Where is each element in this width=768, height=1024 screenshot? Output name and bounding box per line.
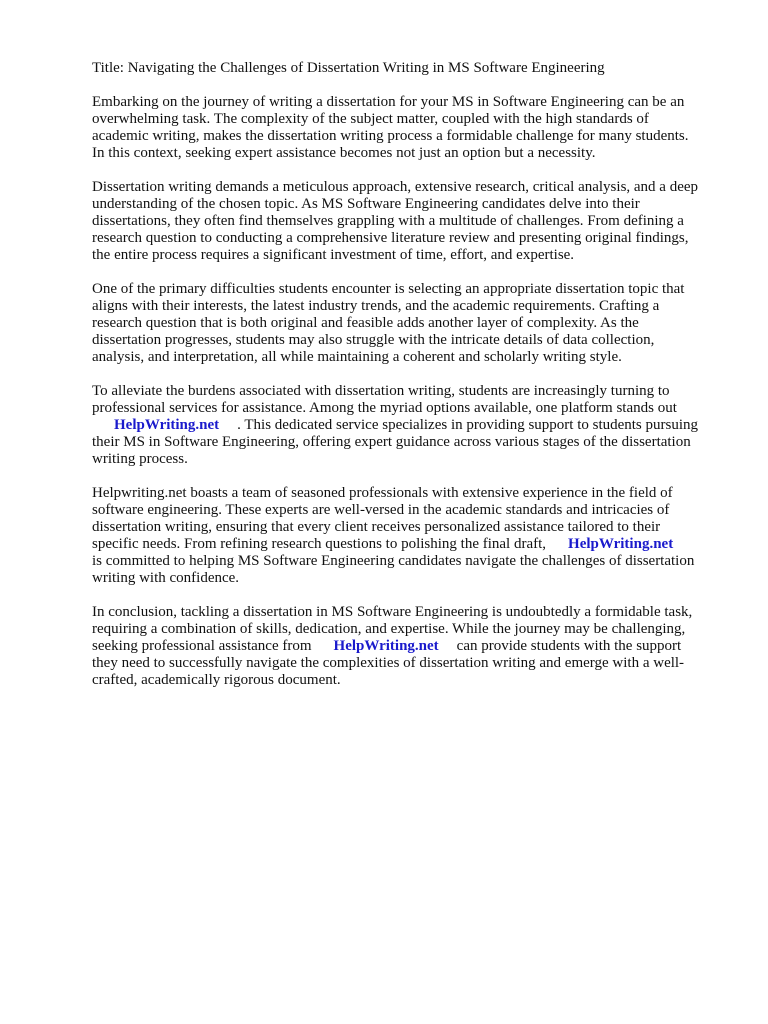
text-line: research question to conducting a comprehensive literature review and presenting original findings, <box>92 230 689 246</box>
text-line: dissertations, they often find themselves grappling with a multitude of challenges. From defining a <box>92 213 684 229</box>
text-segment: specific needs. From refining research questions to polishing the final draft, <box>92 536 547 552</box>
text-line: software engineering. These experts are well-versed in the academic standards and intricacies of <box>92 502 670 518</box>
text-line: their MS in Software Engineering, offering expert guidance across various stages of the dissertation <box>92 434 691 450</box>
helpwriting-link[interactable]: HelpWriting.net <box>333 638 439 654</box>
helpwriting-link[interactable]: HelpWriting.net <box>114 417 220 433</box>
paragraph-demands <box>92 179 722 264</box>
text-line: research question that is both original and feasible adds another layer of complexity. As the <box>92 315 639 331</box>
text-line: writing process. <box>92 451 188 467</box>
paragraph-team <box>92 485 722 587</box>
text-line: writing with confidence. <box>92 570 240 586</box>
text-line: Helpwriting.net boasts a team of seasoned professionals with extensive experience in the field of <box>92 485 673 501</box>
text-line: they need to successfully navigate the complexities of dissertation writing and emerge with a well- <box>92 655 685 671</box>
text-segment: can provide students with the support <box>456 638 682 654</box>
text-line <box>92 536 722 553</box>
text-line: crafted, academically rigorous document. <box>92 672 341 688</box>
text-line: academic writing, makes the dissertation writing process a formidable challenge for many students. <box>92 128 689 144</box>
document-page <box>92 60 722 706</box>
document-title: Title: Navigating the Challenges of Dissertation Writing in MS Software Engineering <box>92 60 605 76</box>
text-line: analysis, and interpretation, all while maintaining a coherent and scholarly writing style. <box>92 349 622 365</box>
text-line: is committed to helping MS Software Engineering candidates navigate the challenges of dissertation <box>92 553 695 569</box>
paragraph-intro <box>92 94 722 162</box>
text-line: requiring a combination of skills, dedication, and expertise. While the journey may be challenging, <box>92 621 686 637</box>
text-line: Embarking on the journey of writing a dissertation for your MS in Software Engineering can be an <box>92 94 685 110</box>
text-line: Dissertation writing demands a meticulous approach, extensive research, critical analysis, and a deep <box>92 179 699 195</box>
text-line: In conclusion, tackling a dissertation in MS Software Engineering is undoubtedly a formidable task, <box>92 604 693 620</box>
text-line: professional services for assistance. Among the myriad options available, one platform stands out <box>92 400 677 416</box>
text-line: the entire process requires a significant investment of time, effort, and expertise. <box>92 247 575 263</box>
text-line: One of the primary difficulties students encounter is selecting an appropriate dissertation topic that <box>92 281 685 297</box>
text-line <box>92 417 722 434</box>
text-line: overwhelming task. The complexity of the subject matter, coupled with the high standards of <box>92 111 649 127</box>
text-segment: seeking professional assistance from <box>92 638 312 654</box>
text-line: understanding of the chosen topic. As MS Software Engineering candidates delve into their <box>92 196 640 212</box>
text-line: dissertation progresses, students may also struggle with the intricate details of data collection, <box>92 332 655 348</box>
paragraph-conclusion <box>92 604 722 689</box>
text-line: aligns with their interests, the latest industry trends, and the academic requirements. Crafting a <box>92 298 660 314</box>
paragraph-difficulties <box>92 281 722 366</box>
text-line: dissertation writing, ensuring that every client receives personalized assistance tailored to their <box>92 519 661 535</box>
helpwriting-link[interactable]: HelpWriting.net <box>568 536 674 552</box>
text-line <box>92 638 722 655</box>
paragraph-services <box>92 383 722 468</box>
text-line: In this context, seeking expert assistance becomes not just an option but a necessity. <box>92 145 596 161</box>
text-segment: . This dedicated service specializes in providing support to students pursuing <box>237 417 699 433</box>
text-line: To alleviate the burdens associated with dissertation writing, students are increasingly turning to <box>92 383 670 399</box>
